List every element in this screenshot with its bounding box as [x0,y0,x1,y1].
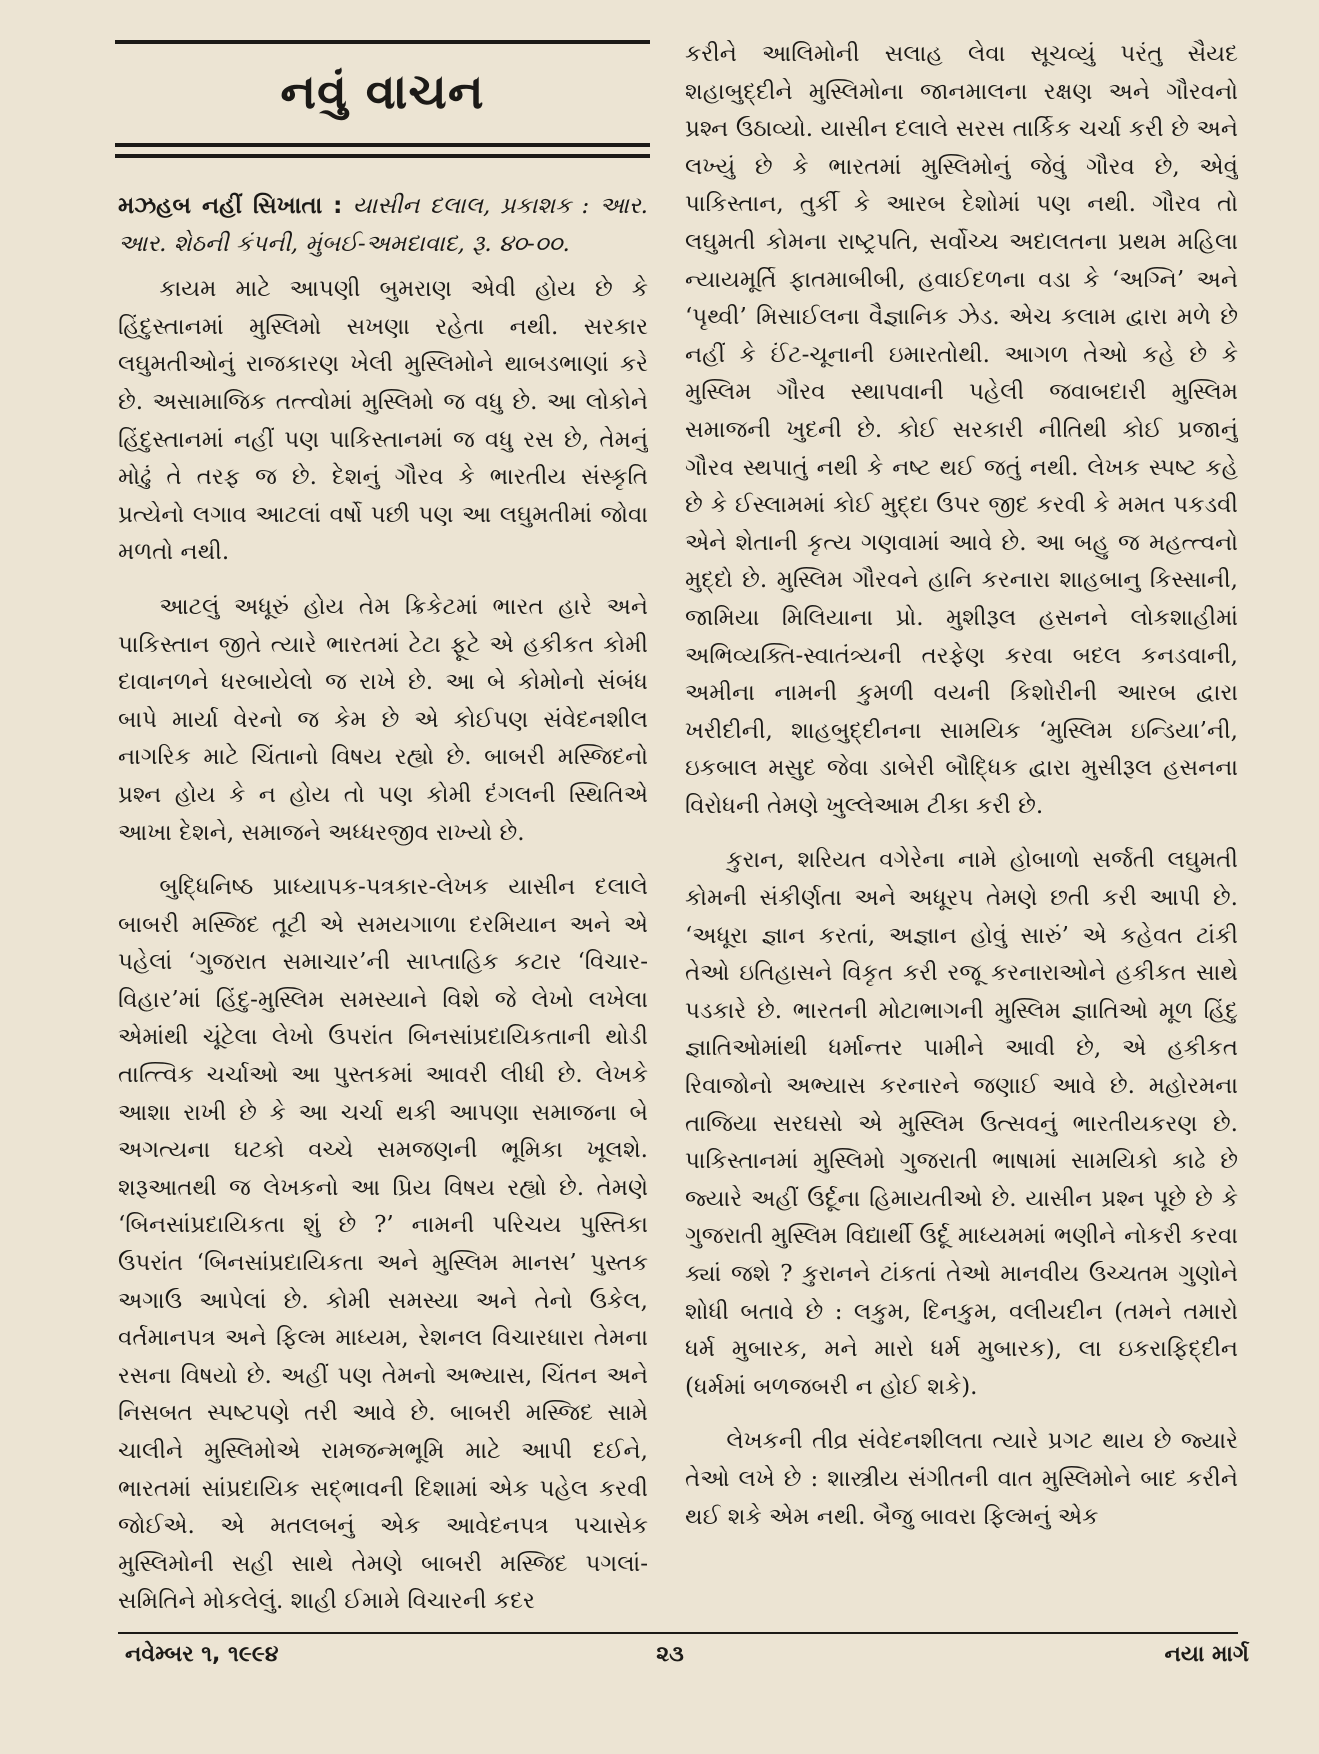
footer-date: નવેમ્બર ૧, ૧૯૯૪ [125,1642,279,1667]
paragraph: બુદ્ધિનિષ્ઠ પ્રાધ્યાપક-પત્રકાર-લેખક યાસીન દલાલે બાબરી મસ્જિદ તૂટી એ સમયગાળા દરમિયાન અને એ પહેલાં ‘ગુજરાત સમાચાર’ની સાપ્તાહિક કટાર ‘વિચાર-વિહાર’માં હિંદુ-મુસ્લિમ સમસ્યાને વિશે જે લેખો લખેલા એમાંથી ચૂંટેલા લેખો ઉપરાંત બિનસાંપ્રદાયિકતાની થોડી તાત્ત્વિક ચર્ચાઓ આ પુસ્તકમાં આવરી લીધી છે. લેખકે આશા રાખી છે કે આ ચર્ચા થકી આપણા સમાજના બે અગત્યના ઘટકો વચ્ચે સમજણની ભૂમિકા ખૂલશે. શરૂઆતથી જ લેખકનો આ પ્રિય વિષય રહ્યો છે. તેમણે ‘બિનસાંપ્રદાયિકતા શું છે ?’ નામની પરિચય પુસ્તિકા ઉપરાંત ‘બિનસાંપ્રદાયિકતા અને મુસ્લિમ માનસ’ પુસ્તક અગાઉ આપેલાં છે. કોમી સમસ્યા અને તેનો ઉકેલ, વર્તમાનપત્ર અને ફિલ્મ માધ્યમ, રેશનલ વિચારધારા તેમના રસના વિષયો છે. અહીં પણ તેમનો અભ્યાસ, ચિંતન અને નિસબત સ્પષ્ટપણે તરી આવે છે. બાબરી મસ્જિદ સામે ચાલીને મુસ્લિમોએ રામજન્મભૂમિ માટે આપી દઈને, ભારતમાં સાંપ્રદાયિક સદ્ભાવની દિશામાં એક પહેલ કરવી જોઈએ. એ મતલબનું એક આવેદનપત્ર પચાસેક મુસ્લિમોની સહી સાથે તેમણે બાબરી મસ્જિદ પગલાં-સમિતિને મોકલેલું. શાહી ઈમામે વિચારની કદર [118,874,648,1615]
title-rule-top [115,40,650,44]
left-column [118,188,648,1628]
paragraph: આટલું અધૂરું હોય તેમ ક્રિકેટમાં ભારત હારે અને પાકિસ્તાન જીતે ત્યારે ભારતમાં ટેટા ફૂટે એ હકીકત કોમી દાવાનળને ધરબાયેલો જ રાખે છે. આ બે કોમોનો સંબંધ બાપે માર્યા વેરનો જ કેમ છે એ કોઈપણ સંવેદનશીલ નાગરિક માટે ચિંતાનો વિષય રહ્યો છે. બાબરી મસ્જિદનો પ્રશ્ન હોય કે ન હોય તો પણ કોમી દંગલની સ્થિતિએ આખા દેશને, સમાજને અધ્ધરજીવ રાખ્યો છે. [118,593,648,846]
page-number: ૨૩ [656,1642,684,1667]
book-citation [118,188,648,263]
paragraph: કુરાન, શરિયત વગેરેના નામે હોબાળો સર્જતી લઘુમતી કોમની સંકીર્ણતા અને અધૂરપ તેમણે છતી કરી આપી છે. ‘અધૂરા જ્ઞાન કરતાં, અજ્ઞાન હોવું સારું’ એ કહેવત ટાંકી તેઓ ઇતિહાસને વિકૃત કરી રજૂ કરનારાઓને હકીકત સાથે પડકારે છે. ભારતની મોટાભાગની મુસ્લિમ જ્ઞાતિઓ મૂળ હિંદુ જ્ઞાતિઓમાંથી ધર્માન્તર પામીને આવી છે, એ હકીકત રિવાજોનો અભ્યાસ કરનારને જણાઈ આવે છે. મહોરમના તાજિયા સરઘસો એ મુસ્લિમ ઉત્સવનું ભારતીયકરણ છે. પાકિસ્તાનમાં મુસ્લિમો ગુજરાતી ભાષામાં સામયિકો કાઢે છે જ્યારે અહીં ઉર્દૂના હિમાયતીઓ છે. યાસીન પ્રશ્ન પૂછે છે કે ગુજરાતી મુસ્લિમ વિદ્યાર્થી ઉર્દૂ માધ્યમમાં ભણીને નોકરી કરવા ક્યાં જશે ? કુરાનને ટાંકતાં તેઓ માનવીય ઉચ્ચતમ ગુણોને શોધી બતાવે છે : લકુમ, દિનકુમ, વલીયદીન (તમને તમારો ધર્મ મુબારક, મને મારો ધર્મ મુબારક), લા ઇકરાફિદ્દીન (ધર્મમાં બળજબરી ન હોઈ શકે). [685,847,1238,1400]
book-title: મઝહબ નહીં સિખાતા : [118,193,343,219]
title-rule-bottom [115,143,650,158]
book-author: યાસીન દલાલ, [352,193,491,219]
publisher-label: પ્રકાશક : [500,193,590,219]
paragraph: લેખકની તીવ્ર સંવેદનશીલતા ત્યારે પ્રગટ થાય છે જ્યારે તેઓ લખે છે : શાસ્ત્રીય સંગીતની વાત મુસ્લિમોને બાદ કરીને થઈ શકે એમ નથી. બૈજુ બાવરા ફિલ્મનું એક [685,1428,1238,1530]
section-title: નવું વાચન [280,64,485,120]
magazine-name: નયા માર્ગ [1164,1642,1249,1667]
publisher-details: આર. આર. શેઠની કંપની, મુંબઈ-અમદાવાદ, રૂ. ૪૦-૦૦. [118,193,648,257]
footer-rule [118,1632,1238,1634]
paragraph: કરીને આલિમોની સલાહ લેવા સૂચવ્યું પરંતુ સૈયદ શહાબુદ્દીને મુસ્લિમોના જાનમાલના રક્ષણ અને ગૌરવનો પ્રશ્ન ઉઠાવ્યો. યાસીન દલાલે સરસ તાર્કિક ચર્ચા કરી છે અને લખ્યું છે કે ભારતમાં મુસ્લિમોનું જેવું ગૌરવ છે, એવું પાકિસ્તાન, તુર્કી કે આરબ દેશોમાં પણ નથી. ગૌરવ તો લઘુમતી કોમના રાષ્ટ્રપતિ, સર્વોચ્ચ અદાલતના પ્રથમ મહિલા ન્યાયમૂર્તિ ફાતમાબીબી, હવાઈદળના વડા કે ‘અગ્નિ’ અને ‘પૃથ્વી’ મિસાઈલના વૈજ્ઞાનિક ઝેડ. એચ કલામ દ્વારા મળે છે નહીં કે ઈંટ-ચૂનાની ઇમારતોથી. આગળ તેઓ કહે છે કે મુસ્લિમ ગૌરવ સ્થાપવાની પહેલી જવાબદારી મુસ્લિમ સમાજની ખુદની છે. કોઈ સરકારી નીતિથી કોઈ પ્રજાનું ગૌરવ સ્થપાતું નથી કે નષ્ટ થઈ જતું નથી. લેખક સ્પષ્ટ કહે છે કે ઈસ્લામમાં કોઈ મુદ્દા ઉપર જીદ કરવી કે મમત પકડવી એને શેતાની કૃત્ય ગણવામાં આવે છે. આ બહુ જ મહત્ત્વનો મુદ્દો છે. મુસ્લિમ ગૌરવને હાનિ કરનારા શાહબાનુ કિસ્સાની, જામિયા મિલિયાના પ્રો. મુશીરૂલ હસનને લોકશાહીમાં અભિવ્યક્તિ-સ્વાતંત્ર્યની તરફેણ કરવા બદલ કનડવાની, અમીના નામની કુમળી વયની કિશોરીની આરબ દ્વારા ખરીદીની, શાહબુદ્દીનના સામયિક ‘મુસ્લિમ ઇન્ડિયા’ની, ઇકબાલ મસુદ જેવા ડાબેરી બૌદ્ધિક દ્વારા મુસીરૂલ હસનના વિરોધની તેમણે ખુલ્લેઆમ ટીકા કરી છે. [685,41,1238,819]
paragraph: કાયમ માટે આપણી બુમરાણ એવી હોય છે કે હિંદુસ્તાનમાં મુસ્લિમો સખણા રહેતા નથી. સરકાર લઘુમતીઓનું રાજકારણ ખેલી મુસ્લિમોને થાબડભાણાં કરે છે. અસામાજિક તત્ત્વોમાં મુસ્લિમો જ વધુ છે. આ લોકોને હિંદુસ્તાનમાં નહીં પણ પાકિસ્તાનમાં જ વધુ રસ છે, તેમનું મોઢું તે તરફ જ છે. દેશનું ગૌરવ કે ભારતીય સંસ્કૃતિ પ્રત્યેનો લગાવ આટલાં વર્ષો પછી પણ આ લઘુમતીમાં જોવા મળતો નથી. [118,276,648,566]
right-column [685,36,1238,1626]
